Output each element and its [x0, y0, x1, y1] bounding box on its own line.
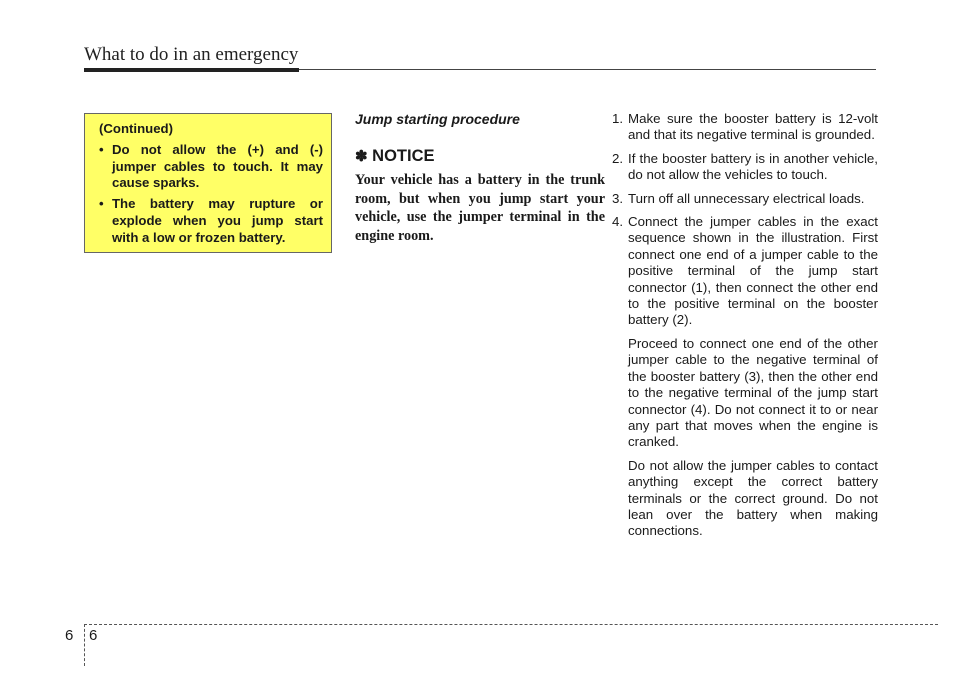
section-heading: Jump starting procedure — [355, 111, 520, 127]
step-text: Turn off all unnecessary electrical loads. — [628, 190, 865, 206]
step-item — [612, 151, 878, 184]
step-number: 1. — [612, 111, 624, 126]
step-item — [612, 191, 878, 207]
middle-column — [355, 111, 605, 245]
chapter-number: 6 — [65, 627, 74, 644]
step-text: Make sure the booster battery is 12-volt and that its negative terminal is grounded. — [628, 111, 878, 143]
caution-bullet-1: • Do not allow the (+) and (-) jumper cables to touch. It may cause sparks. — [93, 142, 323, 192]
notice-text: Your vehicle has a battery in the trunk room, but when you jump start your vehicle, use the jumper terminal in the engine room. — [355, 172, 605, 244]
step-text: Connect the jumper cables in the exact sequence shown in the illustration. First connect one end of a jumper cable to the positive terminal of the jump start connector (1), then connect the other end to the positive terminal on the booster battery (2). — [628, 214, 878, 328]
notice-heading-label: NOTICE — [372, 147, 435, 165]
step-number: 2. — [612, 150, 624, 166]
page-header-title: What to do in an emergency — [84, 44, 299, 65]
caution-bullet-2: • The battery may rupture or explode when you jump start with a low or frozen battery. — [93, 196, 323, 246]
step-item — [612, 214, 878, 329]
notice-mark-icon: ✽ — [355, 148, 368, 165]
footer-rule — [84, 624, 938, 625]
step-item — [612, 111, 878, 144]
caution-continued-label: (Continued) — [99, 121, 173, 136]
caution-box — [84, 113, 332, 253]
step-number: 4. — [612, 214, 624, 230]
footer-divider — [84, 624, 85, 666]
caution-list — [93, 142, 323, 247]
header-rule-accent — [84, 68, 299, 72]
step-number: 3. — [612, 190, 624, 206]
steps-column — [612, 111, 878, 547]
step-paragraph: Do not allow the jumper cables to contact anything except the correct battery terminals or the correct ground. Do not lean over the battery when making connections. — [628, 457, 878, 539]
step-paragraph: Proceed to connect one end of the other jumper cable to the negative terminal of the booster battery (3), then the other end to the negative terminal of the jump start connector (4). Do not connect it to or near any part that moves when the engine is cranked. — [628, 335, 878, 450]
step-text: If the booster battery is in another vehicle, do not allow the vehicles to touch. — [628, 150, 878, 183]
page-number: 6 — [89, 627, 98, 644]
notice-heading — [355, 147, 605, 166]
